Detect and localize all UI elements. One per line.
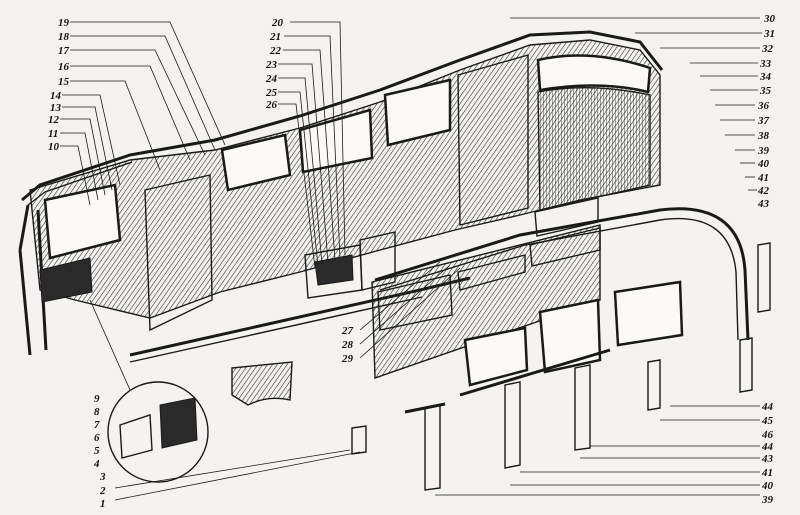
label-40: 40 <box>758 158 769 170</box>
label-29: 29 <box>342 353 353 365</box>
label-6: 6 <box>94 432 100 444</box>
label-23: 23 <box>266 59 277 71</box>
label-9: 9 <box>94 393 100 405</box>
label-1: 1 <box>100 498 106 510</box>
label-16: 16 <box>58 61 69 73</box>
label-15: 15 <box>58 76 69 88</box>
label-39: 39 <box>758 145 769 157</box>
label-26: 26 <box>266 99 277 111</box>
label-41b: 41 <box>762 467 773 479</box>
label-35: 35 <box>760 85 771 97</box>
label-24: 24 <box>266 73 277 85</box>
label-5: 5 <box>94 445 100 457</box>
label-46: 46 <box>762 429 773 441</box>
label-27: 27 <box>342 325 353 337</box>
label-40b: 40 <box>762 480 773 492</box>
label-22: 22 <box>270 45 281 57</box>
labels-right <box>757 13 776 210</box>
loose-panel <box>232 362 292 405</box>
label-34: 34 <box>760 71 771 83</box>
labels-bottom-right <box>761 401 774 506</box>
label-36: 36 <box>758 100 769 112</box>
label-19: 19 <box>58 17 69 29</box>
front-wall-ribbed <box>538 88 650 210</box>
label-18: 18 <box>58 31 69 43</box>
label-30: 30 <box>764 13 775 25</box>
labels-mid <box>341 325 354 365</box>
labels-bottom-left <box>99 471 106 510</box>
label-31: 31 <box>764 28 775 40</box>
label-25: 25 <box>266 87 277 99</box>
door-window-right <box>615 282 682 345</box>
label-37: 37 <box>758 115 769 127</box>
label-32: 32 <box>762 43 773 55</box>
label-14: 14 <box>50 90 61 102</box>
label-39b: 39 <box>762 494 773 506</box>
label-11: 11 <box>48 128 59 140</box>
label-43b: 43 <box>762 453 773 465</box>
label-13: 13 <box>50 102 61 114</box>
label-12: 12 <box>48 114 59 126</box>
label-43: 43 <box>758 198 769 210</box>
label-44a: 44 <box>762 401 773 413</box>
label-4: 4 <box>94 458 100 470</box>
label-33: 33 <box>760 58 771 70</box>
label-2: 2 <box>100 485 106 497</box>
label-38: 38 <box>758 130 769 142</box>
labels-inset <box>93 393 100 470</box>
inset-detail <box>90 300 208 482</box>
label-3: 3 <box>100 471 106 483</box>
label-45: 45 <box>762 415 773 427</box>
label-17: 17 <box>58 45 69 57</box>
label-44b: 44 <box>762 441 773 453</box>
label-20: 20 <box>272 17 283 29</box>
label-21: 21 <box>270 31 281 43</box>
label-42: 42 <box>758 185 769 197</box>
label-8: 8 <box>94 406 100 418</box>
label-10: 10 <box>48 141 59 153</box>
label-7: 7 <box>94 419 100 431</box>
label-28: 28 <box>342 339 353 351</box>
label-41: 41 <box>758 172 769 184</box>
